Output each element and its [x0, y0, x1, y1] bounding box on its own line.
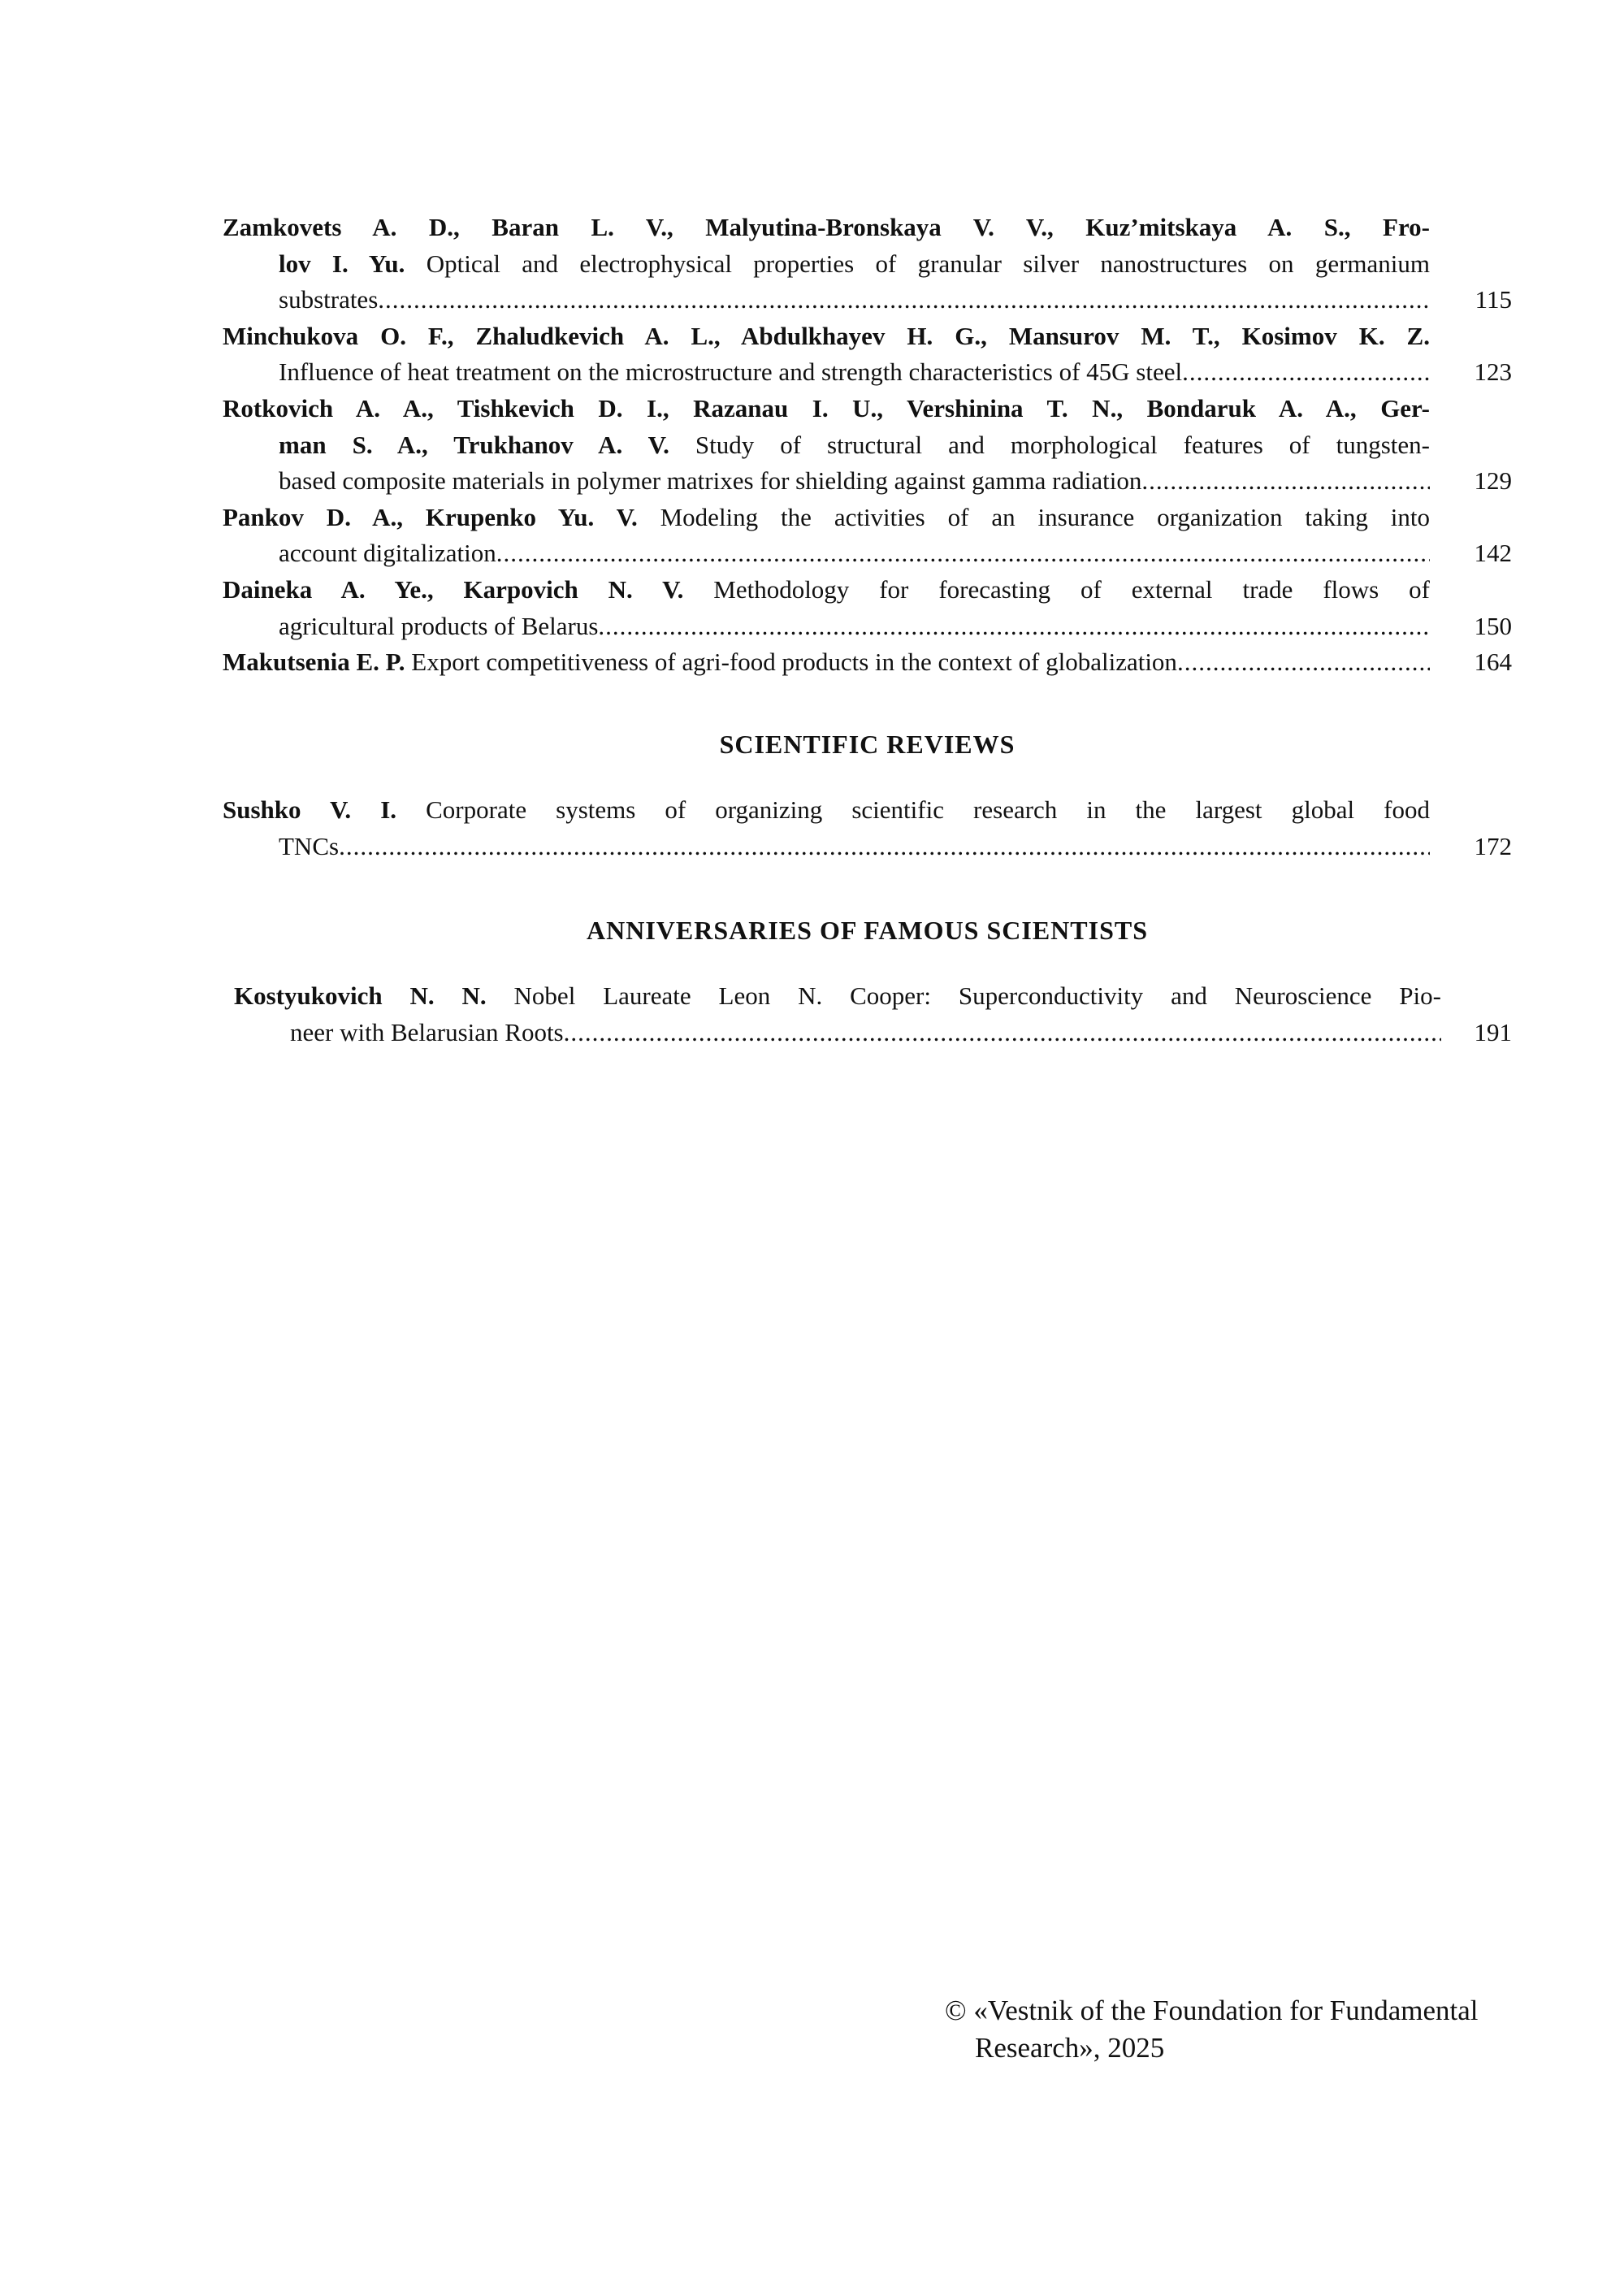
toc-entry-line	[279, 463, 1430, 500]
toc-entry[interactable]	[223, 500, 1512, 572]
toc-entry-line	[223, 210, 1430, 246]
page-number: 172	[1474, 831, 1512, 860]
entry-title: Export competitiveness of agri-food products in the context of globalization .....	[405, 648, 1177, 676]
entry-title: substrates .....	[279, 285, 378, 314]
toc-entry-line	[279, 282, 1430, 318]
toc-section-scientific-reviews	[223, 792, 1512, 864]
entry-title: agricultural products of Belarus .....	[279, 612, 598, 640]
page-number: 191	[1474, 1017, 1512, 1046]
entry-authors: Sushko V. I.	[223, 795, 397, 824]
toc-entry-line	[279, 829, 1430, 865]
toc-entry-line	[279, 609, 1430, 645]
entry-authors: Rotkovich A. A., Tishkevich D. I., Razanau I. U., Vershinina T. N., Bondaruk A. A., Ger-	[223, 393, 1430, 422]
toc-entry-line	[279, 427, 1430, 464]
toc-entry-line	[223, 391, 1430, 427]
toc-entry-line	[234, 978, 1441, 1015]
toc-entry[interactable]	[223, 792, 1512, 864]
toc-entry[interactable]	[234, 978, 1523, 1051]
page-number: 115	[1475, 285, 1512, 314]
entry-title: Influence of heat treatment on the microstructure and strength characteristics of 45G steel .....	[279, 357, 1182, 386]
toc-section-anniversaries	[234, 978, 1523, 1051]
toc-entry[interactable]	[223, 391, 1512, 500]
toc-entry-line	[223, 318, 1430, 355]
entry-authors: Makutsenia E. P.	[223, 648, 405, 677]
entry-title: Modeling the activities of an insurance organization taking into	[637, 502, 1430, 531]
toc-entry-line	[223, 572, 1430, 609]
entry-title: Nobel Laureate Leon N. Cooper: Superconductivity and Neuroscience Pio-	[486, 981, 1441, 1010]
toc-entry[interactable]	[223, 644, 1512, 681]
toc-entry-line	[223, 500, 1430, 536]
toc-entry-line	[279, 354, 1430, 391]
section-heading-anniversaries: ANNIVERSARIES OF FAMOUS SCIENTISTS	[586, 916, 1149, 945]
page-number: 142	[1474, 539, 1512, 568]
entry-title: Methodology for forecasting of external trade flows of	[683, 574, 1430, 604]
copyright-notice	[945, 1992, 1479, 2067]
toc-entry-line	[279, 246, 1430, 283]
toc-entry-line	[223, 644, 1430, 681]
toc-entry-line	[223, 792, 1430, 829]
entry-authors: man S. A., Trukhanov A. V.	[279, 430, 669, 459]
entry-title: Corporate systems of organizing scientific research in the largest global food	[396, 795, 1430, 824]
entry-title: TNCs .....	[279, 832, 339, 860]
page-number: 123	[1474, 357, 1512, 387]
entry-authors: Daineka A. Ye., Karpovich N. V.	[223, 574, 684, 604]
toc-entry[interactable]	[223, 318, 1512, 391]
entry-title: account digitalization .....	[279, 539, 496, 567]
page-number: 164	[1474, 648, 1512, 677]
toc-entry[interactable]	[223, 210, 1512, 318]
entry-title: based composite materials in polymer matrixes for shielding against gamma radiation .....	[279, 466, 1141, 495]
copyright-line-2: Research», 2025	[975, 2032, 1165, 2064]
entry-authors: Pankov D. A., Krupenko Yu. V.	[223, 502, 638, 531]
entry-title: Optical and electrophysical properties of granular silver nanostructures on germanium	[405, 249, 1430, 278]
entry-title: neer with Belarusian Roots .....	[290, 1018, 564, 1046]
entry-authors: Zamkovets A. D., Baran L. V., Malyutina-Bronskaya V. V., Kuz’mitskaya A. S., Fro-	[223, 213, 1430, 241]
toc-entry-line	[279, 535, 1430, 572]
toc-entry[interactable]	[223, 572, 1512, 644]
entry-authors: lov I. Yu.	[279, 249, 405, 278]
copyright-line-1: © «Vestnik of the Foundation for Fundamental	[945, 1995, 1479, 2026]
toc-entry-line	[290, 1015, 1441, 1051]
toc-section-articles	[223, 210, 1512, 681]
entry-title: Study of structural and morphological features of tungsten-	[669, 430, 1430, 459]
section-heading-scientific-reviews: SCIENTIFIC REVIEWS	[719, 730, 1016, 759]
page-number: 150	[1474, 611, 1512, 640]
entry-authors: Kostyukovich N. N.	[234, 981, 487, 1010]
entry-authors: Minchukova O. F., Zhaludkevich A. L., Abdulkhayev H. G., Mansurov M. T., Kosimov K. Z.	[223, 321, 1430, 350]
page-number: 129	[1474, 466, 1512, 496]
